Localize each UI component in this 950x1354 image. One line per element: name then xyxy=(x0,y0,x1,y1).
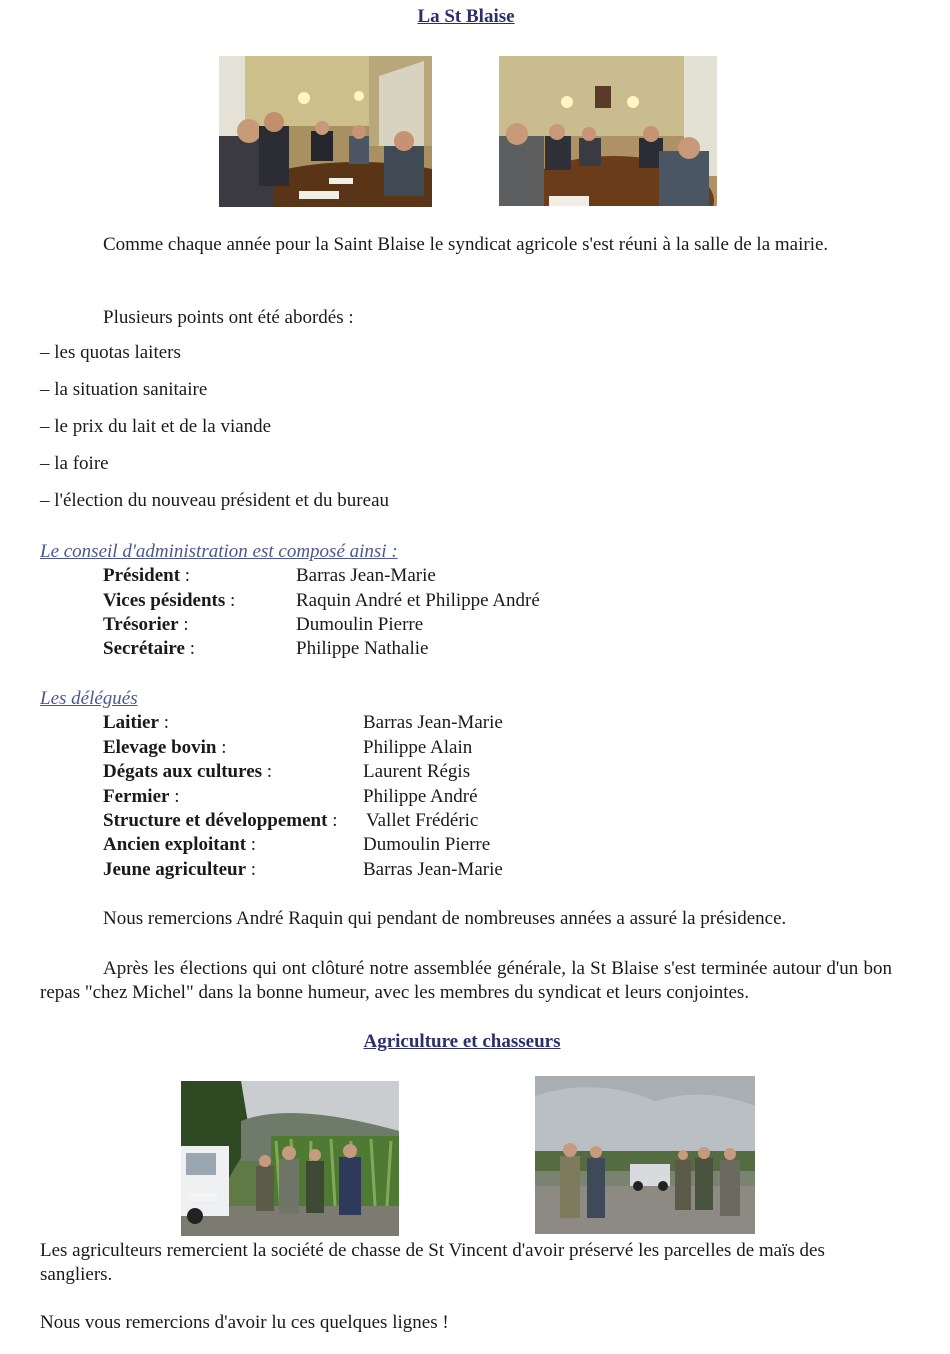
delegue-row xyxy=(103,786,179,808)
chasseurs-paragraph: Les agriculteurs remercient la société de chasse de St Vincent d'avoir préservé les parcelles de maïs des sangliers. xyxy=(40,1240,825,1285)
section-title-st-blaise: La St Blaise xyxy=(417,6,515,27)
delegue-role: Structure et développement xyxy=(103,810,328,831)
conseil-name: Dumoulin Pierre xyxy=(296,614,424,635)
separator: : xyxy=(246,859,257,880)
delegue-row xyxy=(103,737,227,759)
thanks-paragraph: Nous remercions André Raquin qui pendant de nombreuses années a assuré la présidence. xyxy=(103,908,787,929)
separator: : xyxy=(262,761,273,782)
conseil-role: Vices pésidents xyxy=(103,590,226,611)
final-line: Nous vous remercions d'avoir lu ces quelques lignes ! xyxy=(40,1312,449,1333)
conseil-row xyxy=(103,638,195,660)
conseil-row xyxy=(103,565,190,587)
field-photo-left xyxy=(181,1081,399,1236)
list-item: – le prix du lait et de la viande xyxy=(40,416,272,437)
delegue-name: Dumoulin Pierre xyxy=(363,834,491,855)
intro-paragraph: Comme chaque année pour la Saint Blaise le syndicat agricole s'est réuni à la salle de la mairie. xyxy=(103,234,829,255)
points-intro: Plusieurs points ont été abordés : xyxy=(103,307,354,328)
separator: : xyxy=(225,590,236,611)
delegues-heading: Les délégués xyxy=(40,688,138,709)
conseil-row xyxy=(103,590,235,612)
delegue-role: Laitier xyxy=(103,712,159,733)
delegue-row xyxy=(103,761,272,783)
delegue-name: Philippe André xyxy=(363,786,478,807)
delegue-name: Barras Jean-Marie xyxy=(363,859,503,880)
delegue-role: Jeune agriculteur xyxy=(103,859,247,880)
list-item: – la foire xyxy=(40,453,109,474)
delegue-row xyxy=(103,834,256,856)
separator: : xyxy=(180,565,191,586)
conseil-row xyxy=(103,614,189,636)
conseil-name: Raquin André et Philippe André xyxy=(296,590,540,611)
separator: : xyxy=(178,614,189,635)
conseil-heading: Le conseil d'administration est composé ainsi : xyxy=(40,541,398,562)
closing-paragraph: Après les élections qui ont clôturé notre assemblée générale, la St Blaise s'est terminée autour d'un bon repas "chez Michel" dans la bonne humeur, avec les membres du syndicat et leurs conjointes. xyxy=(40,958,892,1003)
delegue-row xyxy=(103,712,169,734)
conseil-role: Président xyxy=(103,565,181,586)
field-photo-right xyxy=(535,1076,755,1234)
conseil-role: Trésorier xyxy=(103,614,179,635)
conseil-name: Philippe Nathalie xyxy=(296,638,429,659)
delegue-role: Ancien exploitant xyxy=(103,834,247,855)
separator: : xyxy=(158,712,169,733)
separator: : xyxy=(216,737,227,758)
delegue-row xyxy=(103,859,256,881)
list-item: – les quotas laiters xyxy=(40,342,181,363)
separator: : xyxy=(327,810,338,831)
delegue-role: Dégats aux cultures xyxy=(103,761,263,782)
delegue-row xyxy=(103,810,337,832)
delegue-role: Elevage bovin xyxy=(103,737,217,758)
delegue-name: Barras Jean-Marie xyxy=(363,712,503,733)
conseil-role: Secrétaire xyxy=(103,638,185,659)
section-title-chasseurs: Agriculture et chasseurs xyxy=(363,1031,561,1052)
delegue-name: Vallet Frédéric xyxy=(366,810,479,831)
list-item: – l'élection du nouveau président et du bureau xyxy=(40,490,390,511)
delegue-name: Philippe Alain xyxy=(363,737,473,758)
separator: : xyxy=(169,786,180,807)
meeting-photo-left xyxy=(219,56,432,207)
conseil-name: Barras Jean-Marie xyxy=(296,565,436,586)
meeting-photo-right xyxy=(499,56,717,206)
delegue-name: Laurent Régis xyxy=(363,761,471,782)
separator: : xyxy=(184,638,195,659)
list-item: – la situation sanitaire xyxy=(40,379,208,400)
delegue-role: Fermier xyxy=(103,786,170,807)
separator: : xyxy=(246,834,257,855)
